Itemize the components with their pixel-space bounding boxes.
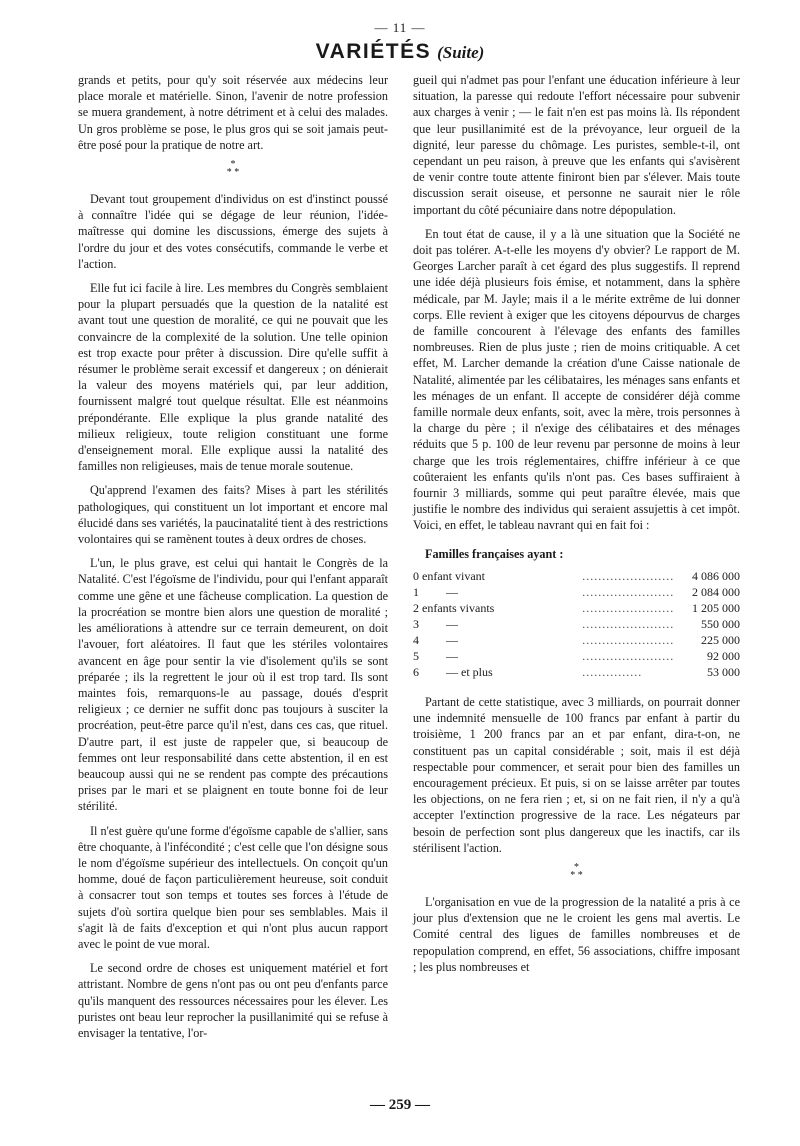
- leader-dots: .......................: [582, 584, 675, 599]
- row-value: 53 000: [707, 664, 740, 679]
- row-number: 4: [413, 632, 419, 647]
- paragraph: grands et petits, pour qu'y soit réservée aux médecins leur place morale et matérielle. Sinon, l'avenir de notre profession se muera grandement, à notre détriment et à celui des malades. Un gros problème se pose, le plus gros qui se soit jamais peut-être posé pour la pratique de notre art.: [78, 73, 388, 152]
- leader-dots: ...............: [582, 664, 643, 679]
- row-label: —: [446, 648, 458, 663]
- leader-dots: .......................: [582, 648, 675, 663]
- row-value: 1 205 000: [692, 600, 740, 615]
- leader-dots: .......................: [582, 568, 675, 583]
- paragraph: En tout état de cause, il y a là une situation que la Société ne doit pas tolérer. A-t-elle les moyens d'y obvier? Le rapport de M. Georges Larcher paraît à cet égard des plus suggestifs. Il reprend une idée déjà plusieurs fois émise, et notamment, dans la sphère médicale, par M. Jayle; mais il a le mérite extrême de lui donner corps. Elle revient à exiger que les citoyens dépourvus de charges de famille concourent à l'élevage des enfants des familles nombreuses. Rien de plus juste ; rien de moins critiquable. A cet effet, M. Larcher demande la création d'une Caisse nationale de Natalité, alimentée par les célibataires, les ménages sans enfants et les ménages de un enfant. Il accepte de considérer déjà comme famille normale deux enfants, soit, avec la mère, trois personnes à la charge du père ; il n'exige des célibataires et des ménages réduits que 5 p. 100 de leur revenu par personne de moins à leur charge que les trois réglementaires, chiffre inférieur à ce que coûteraient les enfants qu'ils n'ont pas. Ces bases suffiraient à fournir 3 milliards, somme qui peut paraître élevée, mais que justifie le nombre des individus qui seraient assujettis à cet impôt. Voici, en effet, le tableau navrant qui en fait foi :: [413, 226, 740, 533]
- leader-dots: .......................: [582, 616, 675, 631]
- row-value: 4 086 000: [692, 568, 740, 583]
- table-row: [413, 584, 740, 600]
- right-column: [413, 72, 740, 983]
- row-number: 2: [413, 600, 419, 615]
- left-column: [78, 72, 388, 1049]
- section-subtitle: (Suite): [437, 43, 485, 62]
- section-separator: [413, 861, 740, 881]
- section-title: [0, 40, 800, 64]
- row-label: —: [446, 632, 458, 647]
- row-label: enfant vivant: [422, 568, 485, 583]
- paragraph: Le second ordre de choses est uniquement matériel et fort attristant. Nombre de gens n'ont pas ou ont peu d'enfants parce qu'ils manquent des ressources nécessaires pour les élever. Les puristes ont beau leur reprocher la pusillanimité qui se refuse à envisager la tentative, l'or-: [78, 961, 388, 1040]
- row-value: 2 084 000: [692, 584, 740, 599]
- row-value: 225 000: [701, 632, 740, 647]
- leader-dots: .......................: [582, 632, 675, 647]
- row-number: 6: [413, 664, 419, 679]
- row-number: 1: [413, 584, 419, 599]
- table-row: [413, 600, 740, 616]
- table-row: [413, 632, 740, 648]
- star-mark: * *: [570, 869, 583, 881]
- section-separator: [78, 161, 388, 177]
- row-number: 5: [413, 648, 419, 663]
- table-row: [413, 648, 740, 664]
- star-mark: *: [230, 159, 236, 171]
- paragraph: Elle fut ici facile à lire. Les membres du Congrès semblaient pour la plupart persuadés que la question de la natalité est avant tout une question de moralité, ce qui ne pouvait que les convaincre de la complexité de la solution. Une telle opinion est trop exacte pour prêter à discussion. Dire qu'elle suffit à résumer le problème serait excessif et dangereux ; on dénierait la valeur des moyens matériels qui, par leur addition, fournissent malgré tout quelque résultat. Elle est néanmoins prépondérante. Elle explique la plus grande natalité des milieux religieux, toute religion constituant une forme d'enseignement moral. Elle explique aussi la natalité des familles non religieuses, mais de tenue morale soutenue.: [78, 281, 388, 474]
- table-row: [413, 568, 740, 584]
- paragraph: Devant tout groupement d'individus on est d'instinct poussé à connaître l'idée qui se dégage de leur réunion, l'idée-maîtresse qui domine les discussions, émerge des sujets à l'ordre du jour et des votes consécutifs, commande le verbe et l'action.: [78, 192, 388, 271]
- row-label: — et plus: [446, 664, 493, 679]
- row-value: 550 000: [701, 616, 740, 631]
- row-label: enfants vivants: [422, 600, 495, 615]
- star-mark: *: [574, 861, 579, 873]
- leader-dots: .......................: [582, 600, 675, 615]
- paragraph: L'organisation en vue de la progression de la natalité a pris à ce jour plus d'extension que ne le croient les gens mal avertis. Le Comité central des ligues de familles nombreuses et de repopulation comprend, en effet, 56 associations, chiffre imposant ; les plus nombreuses et: [413, 894, 740, 974]
- running-folio: — 11 —: [374, 20, 426, 35]
- paragraph: Partant de cette statistique, avec 3 milliards, on pourrait donner une indemnité mensuelle de 100 francs par enfant à partir du troisième, 1 200 francs par an et par enfant, dira-t-on, ne constituent pas un capital considérable ; soit, mais il est déjà respectable pour commencer, et serait pour bien des familles un encouragement précieux. Et puis, si on se laisse arrêter par toutes les objections, on ne fera rien ; et, si on ne fait rien, il n'y a qu'à accepter l'extinction progressive de la race. Les négateurs par besoin de perfection sont plus dangereux que les inactifs, car ils stérilisent l'action.: [413, 694, 740, 855]
- row-number: 3: [413, 616, 419, 631]
- row-label: —: [446, 616, 458, 631]
- star-mark: * *: [226, 167, 240, 179]
- section-title-text: VARIÉTÉS: [315, 40, 432, 63]
- row-number: 0: [413, 568, 419, 583]
- paragraph: Il n'est guère qu'une forme d'égoïsme capable de s'allier, sans être choquante, à l'infécondité ; c'est celle que l'on désigne sous le nom d'égoïsme supérieur des intellectuels. On conçoit qu'un homme, doué de façon particulièrement heureuse, soit conduit à consacrer tout son temps et toutes ses forces à l'étude de sujets d'où sortira quelque bien pour ses semblables. Mais il s'agit là de faits d'exception et qui n'ont plus aucun rapport avec le point de vue moral.: [78, 823, 388, 951]
- table-row: [413, 616, 740, 632]
- table-row: [413, 664, 740, 680]
- paragraph: gueil qui n'admet pas pour l'enfant une éducation inférieure à leur situation, la paresse qui redoute l'effort nécessaire pour subvenir aux charges à venir ; — le fait n'en est pas moins là. Ils répondent que leur pusillanimité est de la prévoyance, leur orgueil de la dignité, leur paresse du chômage. Les puristes, semble-t-il, ont cependant un peu raison, à preuve que les enfants qui s'avisèrent de venir contre toute attente finiront bien par s'élever. Mais toute discussion serait oiseuse, et personne ne saurait nier le rôle important du côté pécuniaire dans notre dépopulation.: [413, 73, 740, 217]
- table-title: Familles françaises ayant :: [425, 546, 564, 561]
- families-table: [413, 568, 740, 680]
- page-number: — 259 —: [370, 1097, 430, 1113]
- paragraph: Qu'apprend l'examen des faits? Mises à part les stérilités pathologiques, qui constituent un lot important et encore mal élucidé dans ses variétés, la paucinatalité tient à des restrictions volontaires qui se ramènent toutes à deux ordres de choses.: [78, 483, 388, 547]
- row-value: 92 000: [707, 648, 740, 663]
- paragraph: L'un, le plus grave, est celui qui hantait le Congrès de la Natalité. C'est l'égoïsme de l'individu, pour qui l'enfant apparaît comme une gêne et une fâcheuse complication. La question de la procréation se montre bien alors une question de moralité ; les améliorations à attendre sur ce terrain demeurent, on doit l'avouer, fort aléatoires. Il faut que les stériles volontaires avancent en âge pour sentir la vie d'isolement qu'ils se sont préparée ; ils la regrettent le jour où il est trop tard. Ils sont maintes fois, remarquons-le au passage, doués d'esprit religieux ; ce dernier ne suffit donc pas toujours à susciter la procréation, peut-être parce qu'il n'est, dans ces cas, que rituel. D'autre part, il est juste de rappeler que, si beaucoup de femmes ont leur responsabilité dans cette abstention, il en est beaucoup aussi qui ne se rendent pas compte des précautions prises par le mari et se plaignent en toute bonne foi de leur stérilité.: [78, 556, 389, 814]
- row-label: —: [446, 584, 458, 599]
